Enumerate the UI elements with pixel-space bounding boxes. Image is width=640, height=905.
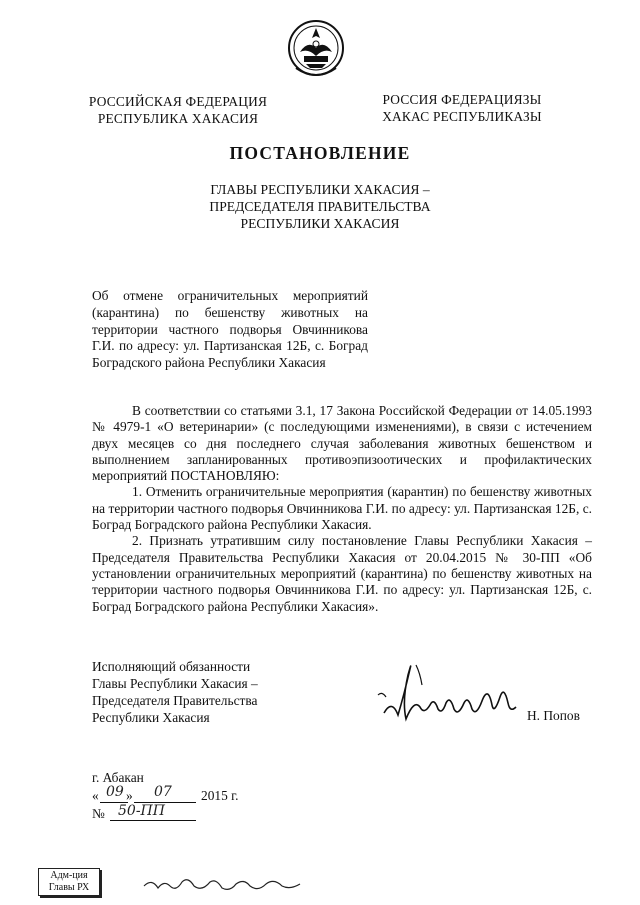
stamp-signature [140, 870, 310, 896]
header-left-line1: РОССИЙСКАЯ ФЕДЕРАЦИЯ [88, 94, 268, 109]
header-right [372, 91, 552, 125]
document-body [92, 403, 592, 615]
date-quote-open: « [92, 788, 99, 803]
body-paragraph-preamble: В соответствии со статьями 3.1, 17 Закона Российской Федерации от 14.05.1993 № 4979-1 «О ветеринарии» (с последующими изменениями), в связи с истечением двух месяцев со дня последнего случая заболевания животных бешенством и выполнением запланированных противоэпизоотических и профилактических мероприятий ПОСТАНОВЛЯЮ: [92, 403, 592, 484]
signatory-line1: Исполняющий обязанности [92, 659, 251, 674]
stamp-line1: Адм-ция [50, 870, 88, 881]
number-handwritten: 50-ПП [118, 803, 165, 819]
date-quote-close: » [126, 788, 133, 803]
body-paragraph-item2: 2. Признать утратившим силу постановление Главы Республики Хакасия – Председателя Правительства Республики Хакасия от 20.04.2015 № 30-ПП «Об установлении ограничительных мероприятий (карантина) по бешенству животных на территории частного подворья Овчинникова Г.И. по адресу: ул. Партизанская 12Б, с. Боград Боградского района Республики Хакасия». [92, 533, 592, 614]
header-right-line1: РОССИЯ ФЕДЕРАЦИЯЗЫ [382, 92, 542, 107]
coat-of-arms-emblem [286, 18, 346, 80]
date-month-handwritten: 07 [154, 784, 172, 800]
header-right-line2: ХАКАС РЕСПУБЛИКАЗЫ [382, 109, 542, 124]
subtitle-line1: ГЛАВЫ РЕСПУБЛИКИ ХАКАСИЯ – [210, 182, 430, 197]
document-subject: Об отмене ограничительных мероприятий (карантина) по бешенству животных на территории частного подворья Овчинникова Г.И. по адресу: ул. Партизанская 12Б, с. Боград Боградского района Республики Хакасия [92, 288, 368, 371]
signer-name: Н. Попов [527, 708, 580, 723]
city-label: г. Абакан [92, 770, 144, 785]
date-day-handwritten: 09 [106, 784, 124, 800]
header-left-line2: РЕСПУБЛИКА ХАКАСИЯ [97, 111, 259, 126]
stamp-line2: Главы РХ [48, 882, 90, 893]
handwritten-signature [376, 655, 536, 731]
date-year: 2015 г. [201, 788, 239, 803]
number-line [92, 803, 292, 824]
signatory-line3: Председателя Правительства [92, 693, 258, 708]
document-subtitle [160, 181, 480, 232]
document-title: ПОСТАНОВЛЕНИЕ [229, 143, 411, 163]
signatory-line2: Главы Республики Хакасия – [92, 676, 258, 691]
header-left [78, 93, 278, 127]
signatory-title [92, 658, 312, 726]
subtitle-line3: РЕСПУБЛИКИ ХАКАСИЯ [240, 216, 400, 231]
number-label: № [92, 806, 105, 821]
subtitle-line2: ПРЕДСЕДАТЕЛЯ ПРАВИТЕЛЬСТВА [209, 199, 431, 214]
body-paragraph-item1: 1. Отменить ограничительные мероприятия (карантин) по бешенству животных на территории частного подворья Овчинникова Г.И. по адресу: ул. Партизанская 12Б, с. Боград Боградского района Республики Хакасия. [92, 484, 592, 533]
signatory-line4: Республики Хакасия [92, 710, 210, 725]
registration-stamp [38, 868, 100, 896]
